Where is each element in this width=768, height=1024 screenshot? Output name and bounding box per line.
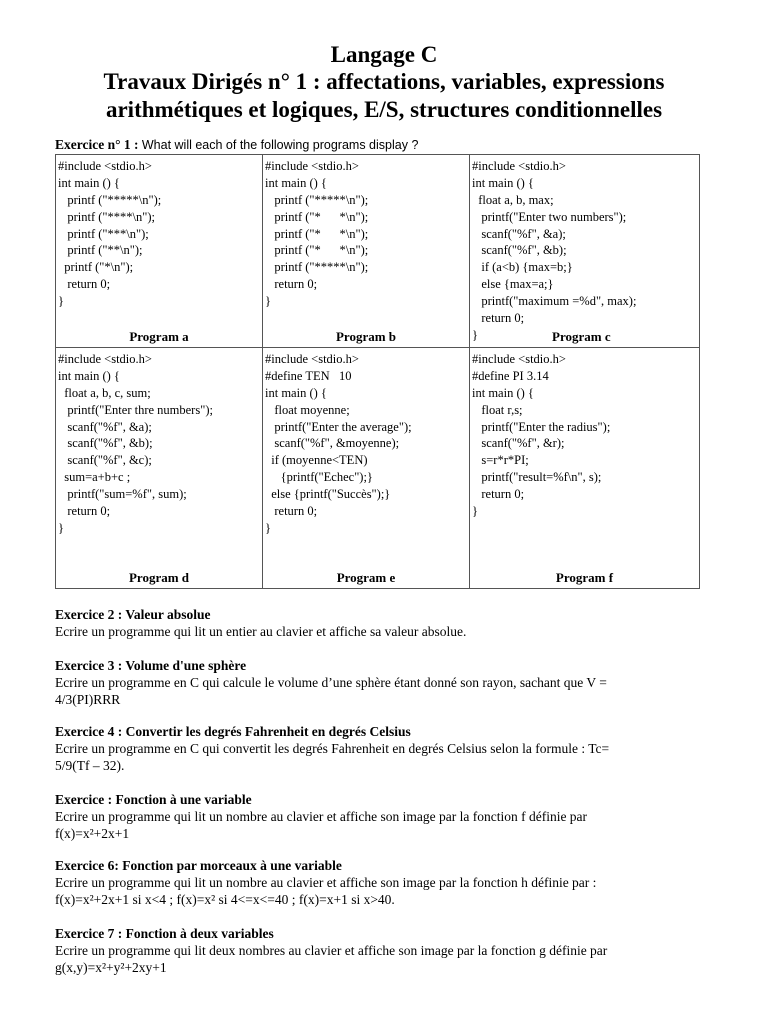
code-line: scanf("%f", &a); xyxy=(58,419,152,434)
program-cell-b xyxy=(263,155,470,348)
code-line: float r,s; xyxy=(472,402,523,417)
program-cell-c xyxy=(470,155,700,348)
code-line: int main () { xyxy=(265,385,327,400)
code-line: printf("Enter the radius"); xyxy=(472,419,611,434)
code-line: int main () { xyxy=(265,175,327,190)
exercise-3 xyxy=(55,657,715,708)
code-line: else {printf("Succès");} xyxy=(265,487,391,502)
exercise-text: 5/9(Tf – 32). xyxy=(55,758,125,773)
program-code xyxy=(56,155,262,310)
program-code xyxy=(56,348,262,537)
exercise-2 xyxy=(55,606,715,640)
code-line: if (moyenne<TEN) xyxy=(265,453,368,468)
code-line: else {max=a;} xyxy=(472,277,554,292)
program-label: Program a xyxy=(129,329,189,344)
code-line: int main () { xyxy=(472,175,534,190)
program-code xyxy=(263,155,469,310)
exercise-text: f(x)=x²+2x+1 xyxy=(55,826,130,841)
exercise-heading: Exercice 3 : Volume d'une sphère xyxy=(55,658,247,673)
code-line: printf ("***\n"); xyxy=(58,226,149,241)
code-line: return 0; xyxy=(58,504,111,519)
exercise-text: Ecrire un programme qui lit un entier au clavier et affiche sa valeur absolue. xyxy=(55,624,467,639)
exercise-1-heading xyxy=(55,137,418,153)
code-line: scanf("%f", &r); xyxy=(472,436,565,451)
code-line: #include <stdio.h> xyxy=(265,352,359,366)
exercise-text: Ecrire un programme qui lit un nombre au clavier et affiche son image par la fonction h définie par : xyxy=(55,875,597,890)
code-line: printf ("*****\n"); xyxy=(265,260,369,275)
code-line: #include <stdio.h> xyxy=(472,352,566,366)
exercise-6 xyxy=(55,857,715,908)
exercise-5 xyxy=(55,791,715,842)
exercise-text: f(x)=x²+2x+1 si x<4 ; f(x)=x² si 4<=x<=40 ; f(x)=x+1 si x>40. xyxy=(55,892,395,907)
code-line: #include <stdio.h> xyxy=(58,352,152,366)
code-line: return 0; xyxy=(58,277,111,292)
code-line: printf ("* *\n"); xyxy=(265,243,369,258)
program-label: Program c xyxy=(552,329,611,344)
code-line: } xyxy=(58,520,64,535)
code-line: } xyxy=(58,294,64,309)
code-line: #define TEN 10 xyxy=(265,368,352,383)
document-subtitle-line-1: Travaux Dirigés n° 1 : affectations, variables, expressions xyxy=(103,69,665,94)
code-line: float a, b, c, sum; xyxy=(58,385,151,400)
exercise-heading: Exercice : Fonction à une variable xyxy=(55,792,252,807)
program-label: Program d xyxy=(128,570,190,585)
code-line: printf ("****\n"); xyxy=(58,209,155,224)
code-line: sum=a+b+c ; xyxy=(58,470,131,485)
code-line: } xyxy=(265,520,271,535)
program-code xyxy=(263,348,469,537)
code-line: float a, b, max; xyxy=(472,192,554,207)
code-line: printf ("* *\n"); xyxy=(265,226,369,241)
code-line: scanf("%f", &b); xyxy=(472,243,567,258)
code-line: scanf("%f", &moyenne); xyxy=(265,436,400,451)
code-line: #include <stdio.h> xyxy=(58,159,152,173)
program-cell-f xyxy=(470,348,700,589)
exercise-text: 4/3(PI)RRR xyxy=(55,692,121,707)
code-line: printf ("*\n"); xyxy=(58,260,134,275)
program-cell-a xyxy=(56,155,263,348)
exercise-heading: Exercice 2 : Valeur absolue xyxy=(55,607,211,622)
exercise-1-question: What will each of the following programs display ? xyxy=(141,138,419,152)
code-line: return 0; xyxy=(472,487,525,502)
code-line: printf("maximum =%d", max); xyxy=(472,294,637,309)
code-line: return 0; xyxy=(265,504,318,519)
code-line: scanf("%f", &c); xyxy=(58,453,152,468)
programs-table xyxy=(55,154,700,589)
code-line: int main () { xyxy=(58,368,120,383)
code-line: printf ("* *\n"); xyxy=(265,209,369,224)
code-line: #include <stdio.h> xyxy=(472,159,566,173)
exercise-text: Ecrire un programme qui lit un nombre au clavier et affiche son image par la fonction f définie par xyxy=(55,809,588,824)
code-line: s=r*r*PI; xyxy=(472,453,529,468)
program-cell-d xyxy=(56,348,263,589)
code-line: return 0; xyxy=(472,311,525,326)
program-label: Program b xyxy=(335,329,397,344)
programs-row-2 xyxy=(56,348,700,589)
code-line: return 0; xyxy=(265,277,318,292)
code-line: } xyxy=(472,504,478,519)
program-code xyxy=(470,155,699,344)
code-line: printf ("**\n"); xyxy=(58,243,143,258)
programs-row-1 xyxy=(56,155,700,348)
exercise-text: Ecrire un programme qui lit deux nombres au clavier et affiche son image par la fonction g définie par xyxy=(55,943,608,958)
exercise-7 xyxy=(55,925,715,976)
code-line: #define PI 3.14 xyxy=(472,368,549,383)
exercise-4 xyxy=(55,723,715,774)
code-line: printf("Enter two numbers"); xyxy=(472,209,627,224)
exercise-text: Ecrire un programme en C qui convertit les degrés Fahrenheit en degrés Celsius selon la formule : Tc= xyxy=(55,741,610,756)
code-line: if (a<b) {max=b;} xyxy=(472,260,573,275)
code-line: int main () { xyxy=(472,385,534,400)
code-line: scanf("%f", &b); xyxy=(58,436,153,451)
exercise-heading: Exercice 4 : Convertir les degrés Fahrenheit en degrés Celsius xyxy=(55,724,411,739)
code-line: #include <stdio.h> xyxy=(265,159,359,173)
exercise-1-label: Exercice n° 1 : xyxy=(55,137,139,152)
code-line: {printf("Echec");} xyxy=(265,470,373,485)
exercise-heading: Exercice 7 : Fonction à deux variables xyxy=(55,926,274,941)
program-cell-e xyxy=(263,348,470,589)
program-code xyxy=(470,348,699,520)
program-label: Program e xyxy=(336,570,396,585)
document-title: Langage C xyxy=(330,42,438,67)
document-subtitle-line-2: arithmétiques et logiques, E/S, structures conditionnelles xyxy=(105,97,663,122)
exercise-text: Ecrire un programme en C qui calcule le volume d’une sphère étant donné son rayon, sachant que V = xyxy=(55,675,607,690)
exercise-heading: Exercice 6: Fonction par morceaux à une variable xyxy=(55,858,342,873)
code-line: } xyxy=(265,294,271,309)
code-line: printf("Enter thre numbers"); xyxy=(58,402,213,417)
program-label: Program f xyxy=(555,570,614,585)
code-line: scanf("%f", &a); xyxy=(472,226,566,241)
code-line: printf ("*****\n"); xyxy=(58,192,162,207)
exercise-text: g(x,y)=x²+y²+2xy+1 xyxy=(55,960,167,975)
code-line: int main () { xyxy=(58,175,120,190)
code-line: printf("sum=%f", sum); xyxy=(58,487,187,502)
code-line: } xyxy=(472,327,478,342)
code-line: float moyenne; xyxy=(265,402,350,417)
code-line: printf("Enter the average"); xyxy=(265,419,412,434)
code-line: printf("result=%f\n", s); xyxy=(472,470,602,485)
code-line: printf ("*****\n"); xyxy=(265,192,369,207)
